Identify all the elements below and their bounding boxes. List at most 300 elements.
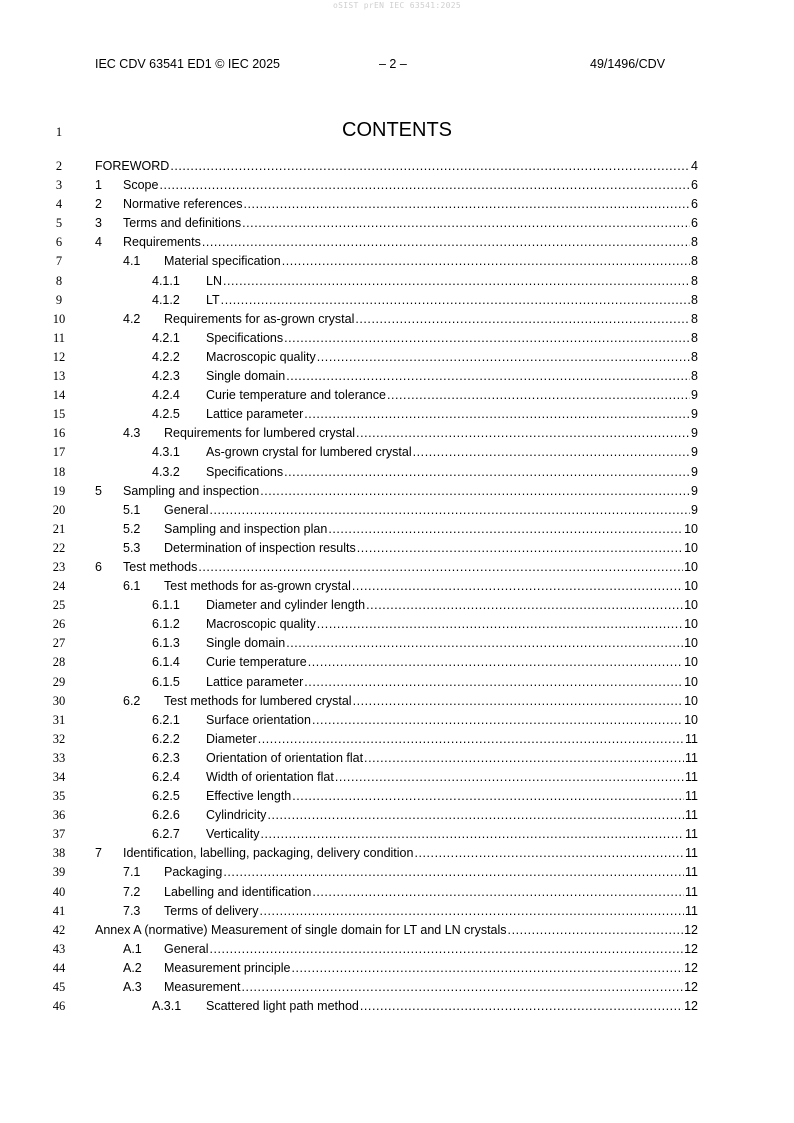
toc-entry-line — [164, 959, 698, 978]
toc-entry-line — [206, 463, 698, 482]
toc-entry[interactable] — [0, 978, 794, 997]
toc-entry-line — [206, 272, 698, 291]
toc-entry[interactable] — [0, 291, 794, 310]
toc-page-number: 10 — [684, 521, 698, 536]
toc-entry[interactable] — [0, 596, 794, 615]
toc-section-number: 6.1.1 — [152, 598, 180, 613]
line-number: 25 — [52, 598, 66, 613]
toc-page-number: 11 — [685, 865, 698, 880]
line-number: 32 — [52, 731, 66, 746]
toc-section-number: 4.2.2 — [152, 349, 180, 364]
dot-leader — [261, 825, 685, 844]
line-number: 22 — [52, 540, 66, 555]
line-number: 11 — [52, 330, 66, 345]
toc-entry-line — [123, 176, 698, 195]
dot-leader — [221, 291, 690, 310]
toc-entry-title[interactable]: Curie temperature — [206, 655, 307, 670]
line-number: 34 — [52, 770, 66, 784]
dot-leader — [244, 195, 691, 214]
toc-page-number: 8 — [691, 292, 698, 307]
dot-leader — [159, 176, 690, 195]
toc-entry[interactable] — [0, 787, 794, 806]
toc-entry[interactable] — [0, 673, 794, 692]
dot-leader — [366, 596, 683, 615]
dot-leader — [286, 367, 690, 386]
toc-entry[interactable] — [0, 252, 794, 271]
toc-entry[interactable] — [0, 539, 794, 558]
toc-page-number: 10 — [684, 655, 698, 670]
toc-section-number: A.3 — [123, 980, 142, 995]
toc-entry[interactable] — [0, 558, 794, 577]
dot-leader — [508, 921, 684, 940]
toc-section-number: 6.2.1 — [152, 712, 180, 727]
toc-section-number: 6.1 — [123, 579, 141, 594]
toc-page-number: 11 — [685, 750, 698, 765]
toc-entry[interactable] — [0, 386, 794, 405]
toc-section-number: A.1 — [123, 941, 142, 956]
header-page-number: – 2 – — [379, 57, 407, 71]
toc-entry-title[interactable]: Surface orientation — [206, 712, 311, 727]
toc-entry-line — [206, 596, 698, 615]
toc-section-number: 6.2.3 — [152, 750, 180, 765]
toc-entry-title[interactable]: Requirements for as-grown crystal — [164, 311, 355, 326]
line-number: 45 — [52, 980, 66, 995]
toc-entry-line — [164, 539, 698, 558]
toc-section-number: A.3.1 — [152, 999, 182, 1014]
toc-entry-line — [164, 883, 698, 902]
toc-page-number: 10 — [684, 636, 698, 651]
toc-entry[interactable] — [0, 272, 794, 291]
toc-entry[interactable] — [0, 997, 794, 1016]
dot-leader — [335, 768, 684, 787]
toc-entry-title[interactable]: Measurement — [164, 980, 241, 995]
toc-section-number: 4.2.5 — [152, 407, 180, 422]
toc-entry-title[interactable]: Terms of delivery — [164, 903, 259, 918]
toc-entry[interactable] — [0, 863, 794, 882]
toc-entry-title[interactable]: Scope — [123, 178, 159, 193]
toc-entry-title[interactable]: Requirements for lumbered crystal — [164, 426, 356, 441]
toc-entry[interactable] — [0, 844, 794, 863]
toc-entry-line — [206, 711, 698, 730]
toc-entry-line — [206, 768, 698, 787]
toc-section-number: 6.2.4 — [152, 770, 180, 784]
toc-page-number: 4 — [691, 159, 698, 173]
dot-leader — [241, 978, 683, 997]
line-number: 33 — [52, 750, 66, 765]
dot-leader — [170, 157, 690, 176]
line-number: 46 — [52, 999, 66, 1014]
toc-entry-line — [123, 195, 698, 214]
dot-leader — [286, 634, 683, 653]
toc-entry-line — [123, 844, 698, 863]
toc-entry[interactable] — [0, 940, 794, 959]
toc-section-number: 6.1.3 — [152, 636, 180, 651]
toc-entry-line — [123, 214, 698, 233]
toc-section-number: 4.1.2 — [152, 292, 180, 307]
dot-leader — [328, 520, 683, 539]
toc-page-number: 9 — [691, 464, 698, 479]
toc-entry[interactable] — [0, 768, 794, 787]
toc-entry-title[interactable]: Annex A (normative) Measurement of single domain for LT and LN crystals — [95, 922, 507, 937]
line-number: 39 — [52, 865, 66, 880]
toc-entry[interactable] — [0, 348, 794, 367]
line-number: 9 — [55, 292, 63, 307]
dot-leader — [387, 386, 690, 405]
toc-page-number: 12 — [684, 922, 698, 937]
toc-entry[interactable] — [0, 577, 794, 596]
toc-entry[interactable] — [0, 615, 794, 634]
toc-page-number: 8 — [691, 349, 698, 364]
toc-entry-line — [164, 424, 698, 443]
toc-page-number: 8 — [691, 235, 698, 250]
toc-entry-title[interactable]: Test methods — [123, 559, 198, 574]
toc-entry-line — [206, 787, 698, 806]
toc-section-number: 6 — [95, 559, 102, 574]
toc-entry-line — [206, 806, 698, 825]
toc-entry[interactable] — [0, 214, 794, 233]
table-of-contents — [0, 157, 794, 1016]
toc-page-number: 8 — [691, 369, 698, 384]
toc-page-number: 9 — [691, 445, 698, 460]
toc-section-number: 5.2 — [123, 521, 141, 536]
toc-entry[interactable] — [0, 959, 794, 978]
toc-entry-title[interactable]: Normative references — [123, 197, 243, 212]
dot-leader — [353, 692, 684, 711]
toc-entry-title[interactable]: Scattered light path method — [206, 999, 359, 1014]
header-document-code: 49/1496/CDV — [590, 57, 666, 71]
toc-entry-title[interactable]: Identification, labelling, packaging, delivery condition — [123, 846, 414, 861]
toc-entry-line — [206, 634, 698, 653]
line-number: 44 — [52, 960, 66, 975]
toc-entry-title[interactable]: Lattice parameter — [206, 407, 304, 422]
line-number: 23 — [52, 559, 66, 574]
toc-section-number: 1 — [95, 178, 102, 193]
dot-leader — [223, 863, 684, 882]
line-number: 41 — [52, 903, 66, 918]
toc-entry-line — [123, 558, 698, 577]
line-number: 12 — [52, 349, 66, 364]
dot-leader — [355, 310, 690, 329]
toc-entry[interactable] — [0, 883, 794, 902]
toc-page-number: 6 — [691, 178, 698, 193]
toc-entry[interactable] — [0, 921, 794, 940]
dot-leader — [284, 329, 690, 348]
dot-leader — [258, 730, 684, 749]
toc-entry[interactable] — [0, 501, 794, 520]
toc-entry[interactable] — [0, 463, 794, 482]
toc-entry-title[interactable]: Test methods for as-grown crystal — [164, 579, 351, 594]
toc-page-number: 12 — [684, 980, 698, 995]
dot-leader — [209, 940, 683, 959]
line-number: 4 — [55, 197, 63, 212]
line-number: 5 — [55, 216, 63, 231]
toc-entry-line — [164, 252, 698, 271]
toc-entry[interactable] — [0, 482, 794, 501]
dot-leader — [291, 959, 683, 978]
toc-entry-line — [206, 730, 698, 749]
line-number: 15 — [52, 407, 66, 422]
dot-leader — [364, 749, 684, 768]
toc-page-number: 11 — [685, 731, 698, 746]
line-number: 29 — [52, 674, 66, 689]
line-number: 17 — [52, 445, 66, 460]
line-number: 40 — [52, 884, 66, 899]
toc-entry-title[interactable]: Cylindricity — [206, 808, 267, 823]
toc-page-number: 8 — [691, 273, 698, 288]
toc-entry[interactable] — [0, 825, 794, 844]
line-number: 43 — [52, 941, 66, 956]
toc-entry-line — [206, 329, 698, 348]
toc-entry-line — [95, 921, 698, 940]
line-number: 1 — [55, 125, 63, 139]
toc-entry[interactable] — [0, 405, 794, 424]
toc-entry-title[interactable]: FOREWORD — [95, 159, 170, 173]
toc-entry-line — [164, 902, 698, 921]
line-number: 35 — [52, 789, 66, 804]
toc-entry-line — [206, 653, 698, 672]
toc-entry[interactable] — [0, 520, 794, 539]
toc-entry-title[interactable]: LT — [206, 292, 220, 307]
toc-entry-title[interactable]: Diameter and cylinder length — [206, 598, 366, 613]
line-number: 7 — [55, 254, 63, 269]
toc-entry[interactable] — [0, 902, 794, 921]
toc-section-number: 6.2.5 — [152, 789, 180, 804]
dot-leader — [317, 348, 690, 367]
toc-section-number: 6.1.2 — [152, 617, 180, 632]
toc-entry-title[interactable]: Single domain — [206, 369, 286, 384]
toc-section-number: 6.2.2 — [152, 731, 180, 746]
toc-entry-title[interactable]: Effective length — [206, 789, 292, 804]
toc-entry[interactable] — [0, 310, 794, 329]
toc-page-number: 10 — [684, 579, 698, 594]
line-number: 38 — [52, 846, 66, 861]
toc-page-number: 11 — [685, 903, 698, 918]
toc-entry-title[interactable]: Measurement principle — [164, 960, 291, 975]
toc-section-number: A.2 — [123, 960, 142, 975]
toc-page-number: 10 — [684, 693, 698, 708]
dot-leader — [317, 615, 683, 634]
toc-section-number: 4.3 — [123, 426, 141, 441]
line-number: 2 — [55, 159, 63, 173]
line-number: 26 — [52, 617, 66, 632]
watermark: oSIST prEN IEC 63541:2025 — [333, 1, 461, 10]
toc-section-number: 5 — [95, 483, 102, 498]
toc-entry-title[interactable]: Determination of inspection results — [164, 540, 356, 555]
toc-page-number: 10 — [684, 674, 698, 689]
dot-leader — [242, 214, 690, 233]
toc-section-number: 6.2.6 — [152, 808, 180, 823]
toc-page-number: 12 — [684, 960, 698, 975]
toc-entry[interactable] — [0, 329, 794, 348]
toc-entry-title[interactable]: Material specification — [164, 254, 281, 269]
toc-section-number: 7 — [95, 846, 102, 861]
line-number: 24 — [52, 579, 66, 594]
line-number: 36 — [52, 808, 66, 823]
toc-entry-title[interactable]: Lattice parameter — [206, 674, 304, 689]
dot-leader — [198, 558, 683, 577]
toc-section-number: 4.2.4 — [152, 388, 180, 403]
line-number: 37 — [52, 827, 66, 842]
toc-entry-title[interactable]: Specifications — [206, 330, 284, 345]
toc-entry-title[interactable]: Macroscopic quality — [206, 617, 316, 632]
line-number: 16 — [52, 426, 66, 441]
toc-section-number: 6.1.5 — [152, 674, 180, 689]
line-number: 28 — [52, 655, 66, 670]
toc-page-number: 11 — [685, 846, 698, 861]
toc-page-number: 10 — [684, 617, 698, 632]
toc-page-number: 10 — [684, 598, 698, 613]
line-number: 18 — [52, 464, 66, 479]
toc-entry-line — [206, 386, 698, 405]
toc-entry-title[interactable]: Labelling and identification — [164, 884, 312, 899]
toc-entry-line — [206, 615, 698, 634]
dot-leader — [284, 463, 690, 482]
dot-leader — [357, 539, 683, 558]
toc-entry-line — [206, 825, 698, 844]
toc-entry-title[interactable]: General — [164, 941, 209, 956]
toc-entry[interactable] — [0, 176, 794, 195]
line-number: 13 — [52, 369, 66, 384]
dot-leader — [259, 902, 684, 921]
toc-page-number: 12 — [684, 999, 698, 1014]
toc-entry[interactable] — [0, 730, 794, 749]
line-number: 30 — [52, 693, 66, 708]
toc-section-number: 5.1 — [123, 502, 141, 517]
toc-entry-line — [206, 997, 698, 1016]
toc-entry-title[interactable]: Sampling and inspection plan — [164, 521, 328, 536]
toc-entry[interactable] — [0, 157, 794, 176]
toc-page-number: 9 — [691, 407, 698, 422]
toc-entry-title[interactable]: Single domain — [206, 636, 286, 651]
toc-entry-line — [123, 233, 698, 252]
toc-section-number: 7.2 — [123, 884, 141, 899]
toc-entry[interactable] — [0, 653, 794, 672]
toc-entry[interactable] — [0, 749, 794, 768]
toc-entry[interactable] — [0, 711, 794, 730]
toc-page-number: 8 — [691, 330, 698, 345]
toc-page-number: 6 — [691, 197, 698, 212]
dot-leader — [260, 482, 690, 501]
toc-page-number: 11 — [685, 770, 698, 784]
toc-section-number: 6.1.4 — [152, 655, 180, 670]
toc-entry-title[interactable]: Width of orientation flat — [206, 770, 334, 784]
toc-page-number: 10 — [684, 559, 698, 574]
dot-leader — [312, 883, 684, 902]
toc-entry-title[interactable]: Curie temperature and tolerance — [206, 388, 386, 403]
dot-leader — [202, 233, 690, 252]
toc-entry-line — [206, 291, 698, 310]
toc-entry-line — [164, 310, 698, 329]
toc-entry-title[interactable]: Test methods for lumbered crystal — [164, 693, 352, 708]
toc-entry[interactable] — [0, 367, 794, 386]
toc-entry-title[interactable]: As-grown crystal for lumbered crystal — [206, 445, 412, 460]
line-number: 8 — [55, 273, 63, 288]
toc-entry-line — [206, 443, 698, 462]
toc-entry[interactable] — [0, 634, 794, 653]
toc-entry-line — [164, 520, 698, 539]
toc-entry-line — [206, 405, 698, 424]
toc-entry[interactable] — [0, 443, 794, 462]
toc-section-number: 6.2.7 — [152, 827, 180, 842]
dot-leader — [414, 844, 684, 863]
toc-entry-title[interactable]: Sampling and inspection — [123, 483, 260, 498]
header-document-id: IEC CDV 63541 ED1 © IEC 2025 — [95, 57, 280, 71]
toc-page-number: 8 — [691, 254, 698, 269]
line-number: 42 — [52, 922, 66, 937]
toc-entry-title[interactable]: Specifications — [206, 464, 284, 479]
toc-section-number: 4.2.1 — [152, 330, 180, 345]
toc-page-number: 11 — [685, 827, 698, 842]
toc-section-number: 7.3 — [123, 903, 141, 918]
toc-page-number: 6 — [691, 216, 698, 231]
dot-leader — [308, 653, 683, 672]
toc-entry[interactable] — [0, 424, 794, 443]
dot-leader — [304, 673, 683, 692]
dot-leader — [413, 443, 690, 462]
toc-page-number: 9 — [691, 502, 698, 517]
toc-entry-line — [164, 978, 698, 997]
toc-entry-title[interactable]: Requirements — [123, 235, 201, 250]
toc-page-number: 9 — [691, 388, 698, 403]
toc-entry-line — [206, 367, 698, 386]
toc-entry[interactable] — [0, 692, 794, 711]
toc-section-number: 4.1 — [123, 254, 141, 269]
toc-entry-title[interactable]: Diameter — [206, 731, 257, 746]
dot-leader — [267, 806, 684, 825]
toc-section-number: 4.2 — [123, 311, 141, 326]
toc-entry-title[interactable]: Verticality — [206, 827, 260, 842]
dot-leader — [223, 272, 690, 291]
toc-page-number: 11 — [685, 808, 698, 823]
dot-leader — [312, 711, 683, 730]
toc-entry[interactable] — [0, 195, 794, 214]
toc-entry-title[interactable]: Terms and definitions — [123, 216, 242, 231]
toc-entry-title[interactable]: Packaging — [164, 865, 223, 880]
toc-entry-line — [123, 482, 698, 501]
line-number: 14 — [52, 388, 66, 403]
page-title: CONTENTS — [342, 119, 452, 141]
dot-leader — [304, 405, 690, 424]
toc-entry-title[interactable]: LN — [206, 273, 222, 288]
toc-entry-line — [206, 749, 698, 768]
line-number: 6 — [55, 235, 63, 250]
title-row — [0, 119, 794, 145]
toc-page-number: 11 — [685, 789, 698, 804]
toc-section-number: 7.1 — [123, 865, 141, 880]
dot-leader — [352, 577, 683, 596]
toc-entry-title[interactable]: Orientation of orientation flat — [206, 750, 364, 765]
line-number: 27 — [52, 636, 66, 651]
toc-section-number: 6.2 — [123, 693, 141, 708]
toc-section-number: 2 — [95, 197, 102, 212]
toc-section-number: 5.3 — [123, 540, 141, 555]
line-number: 20 — [52, 502, 66, 517]
toc-section-number: 4.1.1 — [152, 273, 180, 288]
toc-entry[interactable] — [0, 806, 794, 825]
toc-entry-title[interactable]: Macroscopic quality — [206, 349, 316, 364]
toc-page-number: 9 — [691, 426, 698, 441]
dot-leader — [356, 424, 690, 443]
toc-entry-title[interactable]: General — [164, 502, 209, 517]
toc-entry-line — [206, 673, 698, 692]
toc-page-number: 10 — [684, 712, 698, 727]
toc-section-number: 4 — [95, 235, 102, 250]
toc-entry[interactable] — [0, 233, 794, 252]
line-number: 19 — [52, 483, 66, 498]
toc-entry-line — [206, 348, 698, 367]
toc-page-number: 10 — [684, 540, 698, 555]
dot-leader — [292, 787, 684, 806]
